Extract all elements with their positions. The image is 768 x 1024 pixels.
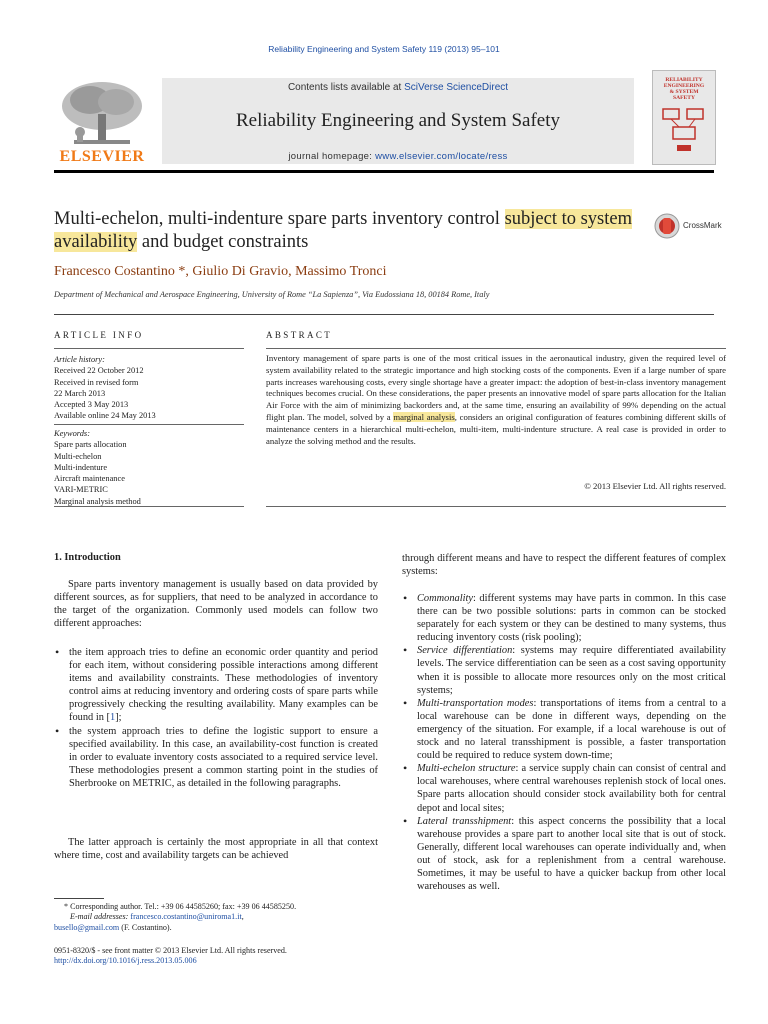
abstract-heading: ABSTRACT: [266, 330, 333, 340]
article-history: Article history: Received 22 October 2012 Received in revised form 22 March 2013 Accepted 3 May 2013 Available online 24 May 2013: [54, 355, 156, 421]
list-item: • Multi-transportation modes: transportations of items from a central to a local warehouse can be done in different ways, depending on the emergency of the situation. For example, if a local warehouse is out of stock and no lateral transshipment is possible, a faster transportation could be required to reduce system down-time;: [402, 697, 726, 762]
journal-title: Reliability Engineering and System Safety: [236, 110, 560, 131]
email-link[interactable]: francesco.costantino@uniroma1.it: [130, 912, 242, 922]
keywords-rule: [54, 424, 244, 425]
abstract-text: Inventory management of spare parts is one of the most critical issues in the aeronautical industry, given the required level of system availability related to the strategic importance and high stocking costs of the components. Even if a large number of spare parts increases warehousing costs, every single shortage have a greater impact: the adoption of best-in-class inventory management techniques becomes crucial. On these considerations, the paper presents an innovative model of spare parts allocation for the Italian Air Force with the aim of minimizing backorders and, at the same time, ensuring an availability of 99% depending on the actual flight plan. The model, solved by a marginal analysis, considers an original configuration of features combining different skills of maintenance centers in a hierarchical multi-echelon, multi-item, multi-indenture structure. A real case is provided in order to analyze the solving method and the results.: [266, 353, 726, 446]
abstract-highlight: marginal analysis: [393, 411, 455, 422]
authors: Francesco Costantino *, Giulio Di Gravio, Massimo Tronci: [54, 264, 387, 279]
cover-title: RELIABILITY ENGINEERING & SYSTEM SAFETY: [663, 77, 705, 101]
header-rule: [54, 170, 714, 173]
abstract-copyright: © 2013 Elsevier Ltd. All rights reserved.: [584, 481, 726, 491]
article-info-rule: [54, 348, 244, 349]
homepage-link[interactable]: www.elsevier.com/locate/ress: [375, 151, 508, 162]
list-item: • the item approach tries to define an economic order quantity and period for each item, without considering possible interactions among different items and availability constraints. These methodologies of inventory control aims at reducing inventory and ordering costs of spare parts while progressively checking the resulting availability. Many examples can be found in [1];: [54, 646, 378, 725]
keyword-item: Aircraft maintenance: [54, 474, 125, 484]
abstract-rule: [266, 348, 726, 349]
publisher-name: ELSEVIER: [59, 148, 145, 165]
meta-rule: [54, 314, 714, 315]
doi-link[interactable]: http://dx.doi.org/10.1016/j.ress.2013.05.006: [54, 956, 197, 966]
info-bottom-rule: [54, 506, 244, 507]
journal-header-band: [162, 78, 634, 164]
keyword-item: Multi-indenture: [54, 462, 108, 472]
keyword-item: Marginal analysis method: [54, 496, 141, 506]
crossmark-badge[interactable]: [654, 212, 728, 240]
abstract-bottom-rule: [266, 506, 726, 507]
list-item: • Lateral transshipment: this aspect concerns the possibility that a local warehouse provides a spare part to another local site that is out of stock. Generally, different local warehouses can operate individually and, when out of stock, ask for a replenishment from a central warehouse. Sometimes, it may be useful to have a quicker backup from other local warehouses as well.: [402, 815, 726, 894]
footnote: * Corresponding author. Tel.: +39 06 44585260; fax: +39 06 44585250. E-mail addresses: francesco.costantino@uniroma1.it, busello@gmail.com (F. Costantino).: [54, 902, 297, 932]
intro-paragraph-1: Spare parts inventory management is usually based on data provided by different sources, as for suppliers, that need to be analyzed in accordance to the target of the organization. Commonly used models can follow two different approaches:: [54, 579, 378, 630]
title-highlight: subject to system availability: [54, 209, 632, 252]
affiliation: Department of Mechanical and Aerospace Engineering, University of Rome “La Sapienza”, Via Eudossiana 18, 00184 Rome, Italy: [54, 290, 490, 299]
email-link[interactable]: busello@gmail.com: [54, 922, 120, 932]
contents-availability: Contents lists available at SciVerse ScienceDirect: [287, 82, 509, 93]
list-item: • the system approach tries to define the logistic support to ensure a specified availability. In this case, an availability-cost function is created in order to evaluate inventory costs associated to a required service level. These methodologies present a common starting point in the studies of Sherbrooke on METRIC, as detailed in the following paragraphs.: [54, 725, 378, 790]
journal-homepage: journal homepage: www.elsevier.com/locate/ress: [288, 151, 508, 162]
section-heading-introduction: 1. Introduction: [54, 552, 121, 563]
journal-citation[interactable]: Reliability Engineering and System Safety 119 (2013) 95–101: [268, 44, 500, 54]
reference-link[interactable]: 1: [109, 712, 116, 724]
features-list: [402, 592, 726, 893]
list-item: • Commonality: different systems may have parts in common. In this case there can be two possible solutions: parts in common can be stocked separately for each system or they can be destined to many systems, thus reducing inventory costs (risk pooling);: [402, 592, 726, 644]
intro-paragraph-2: The latter approach is certainly the most appropriate in all that context where time, cost and availability targets can be achieved: [54, 837, 378, 862]
list-item: • Service differentiation: systems may require differentiated availability levels. The service differentiation can be seen as a cost saving opportunity when it is possible to allocate more resources only on the most critical systems;: [402, 644, 726, 696]
cover-graphic-icon: [659, 105, 709, 157]
crossmark-label: CrossMark: [683, 221, 722, 230]
keywords: Keywords: Spare parts allocation Multi-echelon Multi-indenture Aircraft maintenance VARI-METRIC Marginal analysis method: [54, 428, 244, 507]
front-matter: 0951-8320/$ - see front matter © 2013 Elsevier Ltd. All rights reserved. http://dx.doi.org/10.1016/j.ress.2013.05.006: [54, 946, 287, 966]
crossmark-icon: [654, 212, 680, 240]
approach-list: [54, 646, 378, 790]
keyword-item: Spare parts allocation: [54, 440, 127, 450]
right-paragraph-1: through different means and have to respect the different features of complex systems:: [402, 553, 726, 578]
article-info-heading: ARTICLE INFO: [54, 330, 144, 340]
journal-cover-thumbnail: [652, 70, 716, 165]
list-item: • Multi-echelon structure: a service supply chain can consist of central and local warehouses, where central warehouses replenish stock of local ones. Spare parts allocation should consider stock availability both for central depot and local sites;: [402, 762, 726, 814]
sciencedirect-link[interactable]: SciVerse ScienceDirect: [404, 82, 509, 93]
article-title: Multi-echelon, multi-indenture spare parts inventory control subject to system availability and budget constraints: [54, 209, 632, 252]
keyword-item: Multi-echelon: [54, 451, 102, 461]
keyword-item: VARI-METRIC: [54, 485, 108, 495]
footnote-rule: [54, 898, 104, 899]
